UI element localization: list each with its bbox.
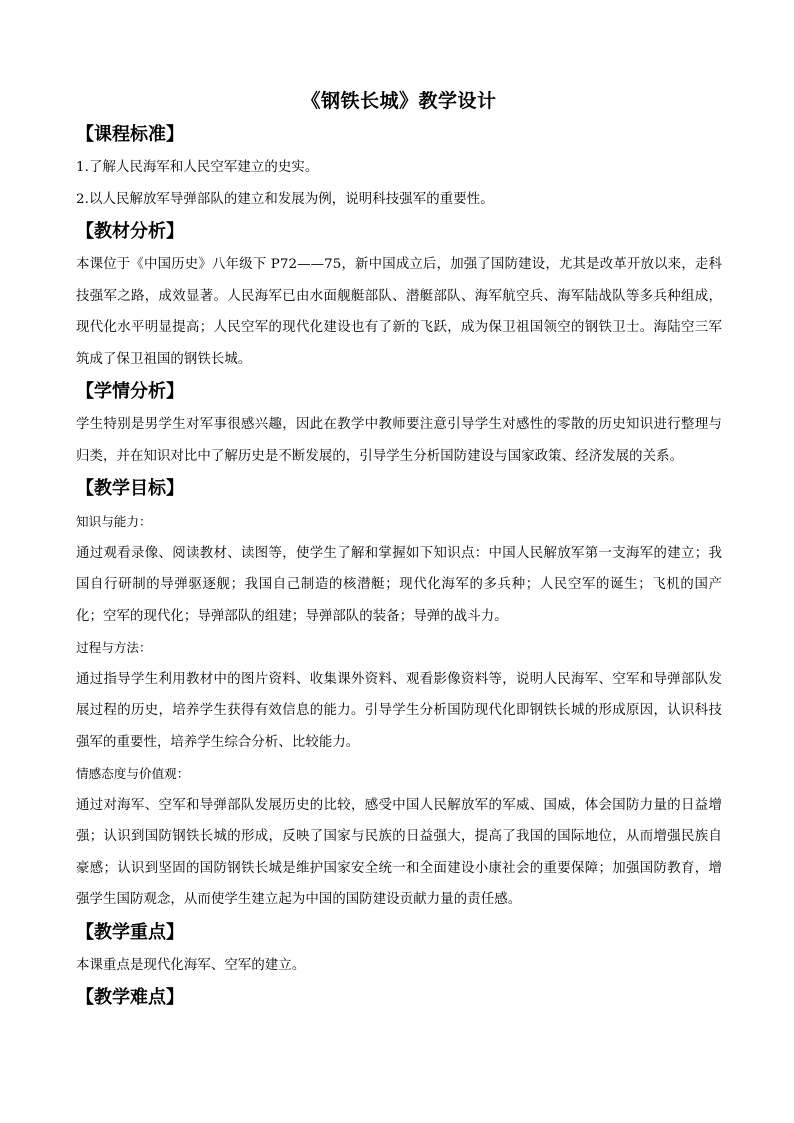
goal-process-text: 通过指导学生利用教材中的图片资料、收集课外资料、观看影像资料等，说明人民海军、空军和导弹部队发展过程的历史，培养学生获得有效信息的能力。引导学生分析国防现代化即钢铁长城的形成原因，认识科技强军的重要性，培养学生综合分析、比较能力。 xyxy=(76,671,722,750)
heading-student-analysis: 【学情分析】 xyxy=(76,381,184,402)
standard-item-2: 2.以人民解放军导弹部队的建立和发展为例，说明科技强军的重要性。 xyxy=(76,191,494,207)
material-analysis-text: 本课位于《中国历史》八年级下 P72——75，新中国成立后，加强了国防建设，尤其是改革开放以来，走科技强军之路，成效显著。人民海军已由水面舰艇部队、潜艇部队、海军航空兵、海军陆战队等多兵种组成，现代化水平明显提高；人民空军的现代化建设也有了新的飞跃，成为保卫祖国领空的钢铁卫士。海陆空三军筑成了保卫祖国的钢铁长城。 xyxy=(76,257,722,367)
heading-material-analysis: 【教材分析】 xyxy=(76,221,184,242)
student-analysis-text: 学生特别是男学生对军事很感兴趣，因此在教学中教师要注意引导学生对感性的零散的历史知识进行整理与归类，并在知识对比中了解历史是不断发展的，引导学生分析国防建设与国家政策、经济发展的关系。 xyxy=(76,417,722,464)
heading-difficulties: 【教学难点】 xyxy=(76,987,184,1008)
document-page xyxy=(76,84,722,1015)
document-title: 《钢铁长城》教学设计 xyxy=(301,90,497,112)
goal-emotion-text: 通过对海军、空军和导弹部队发展历史的比较，感受中国人民解放军的军威、国威，体会国防力量的日益增强；认识到国防钢铁长城的形成，反映了国家与民族的日益强大，提高了我国的国际地位，从而增强民族自豪感；认识到坚固的国防钢铁长城是维护国家安全统一和全面建设小康社会的重要保障；加强国防教育，增强学生国防观念，从而使学生建立起为中国的国防建设贡献力量的责任感。 xyxy=(76,797,722,907)
heading-key-points: 【教学重点】 xyxy=(76,921,184,943)
goal-knowledge-label: 知识与能力： xyxy=(76,514,152,529)
goal-emotion-label: 情感态度与价值观： xyxy=(76,766,190,781)
heading-course-standard: 【课程标准】 xyxy=(76,124,184,145)
goal-knowledge-text: 通过观看录像、阅读教材、读图等，使学生了解和掌握如下知识点：中国人民解放军第一支海军的建立；我国自行研制的导弹驱逐舰；我国自己制造的核潜艇；现代化海军的多兵种；人民空军的诞生；飞机的国产化；空军的现代化；导弹部队的组建；导弹部队的装备；导弹的战斗力。 xyxy=(76,545,722,624)
standard-item-1: 1.了解人民海军和人民空军建立的史实。 xyxy=(76,160,319,175)
goal-process-label: 过程与方法： xyxy=(76,640,152,655)
heading-teaching-goals: 【教学目标】 xyxy=(76,478,184,499)
key-points-text: 本课重点是现代化海军、空军的建立。 xyxy=(76,957,306,973)
